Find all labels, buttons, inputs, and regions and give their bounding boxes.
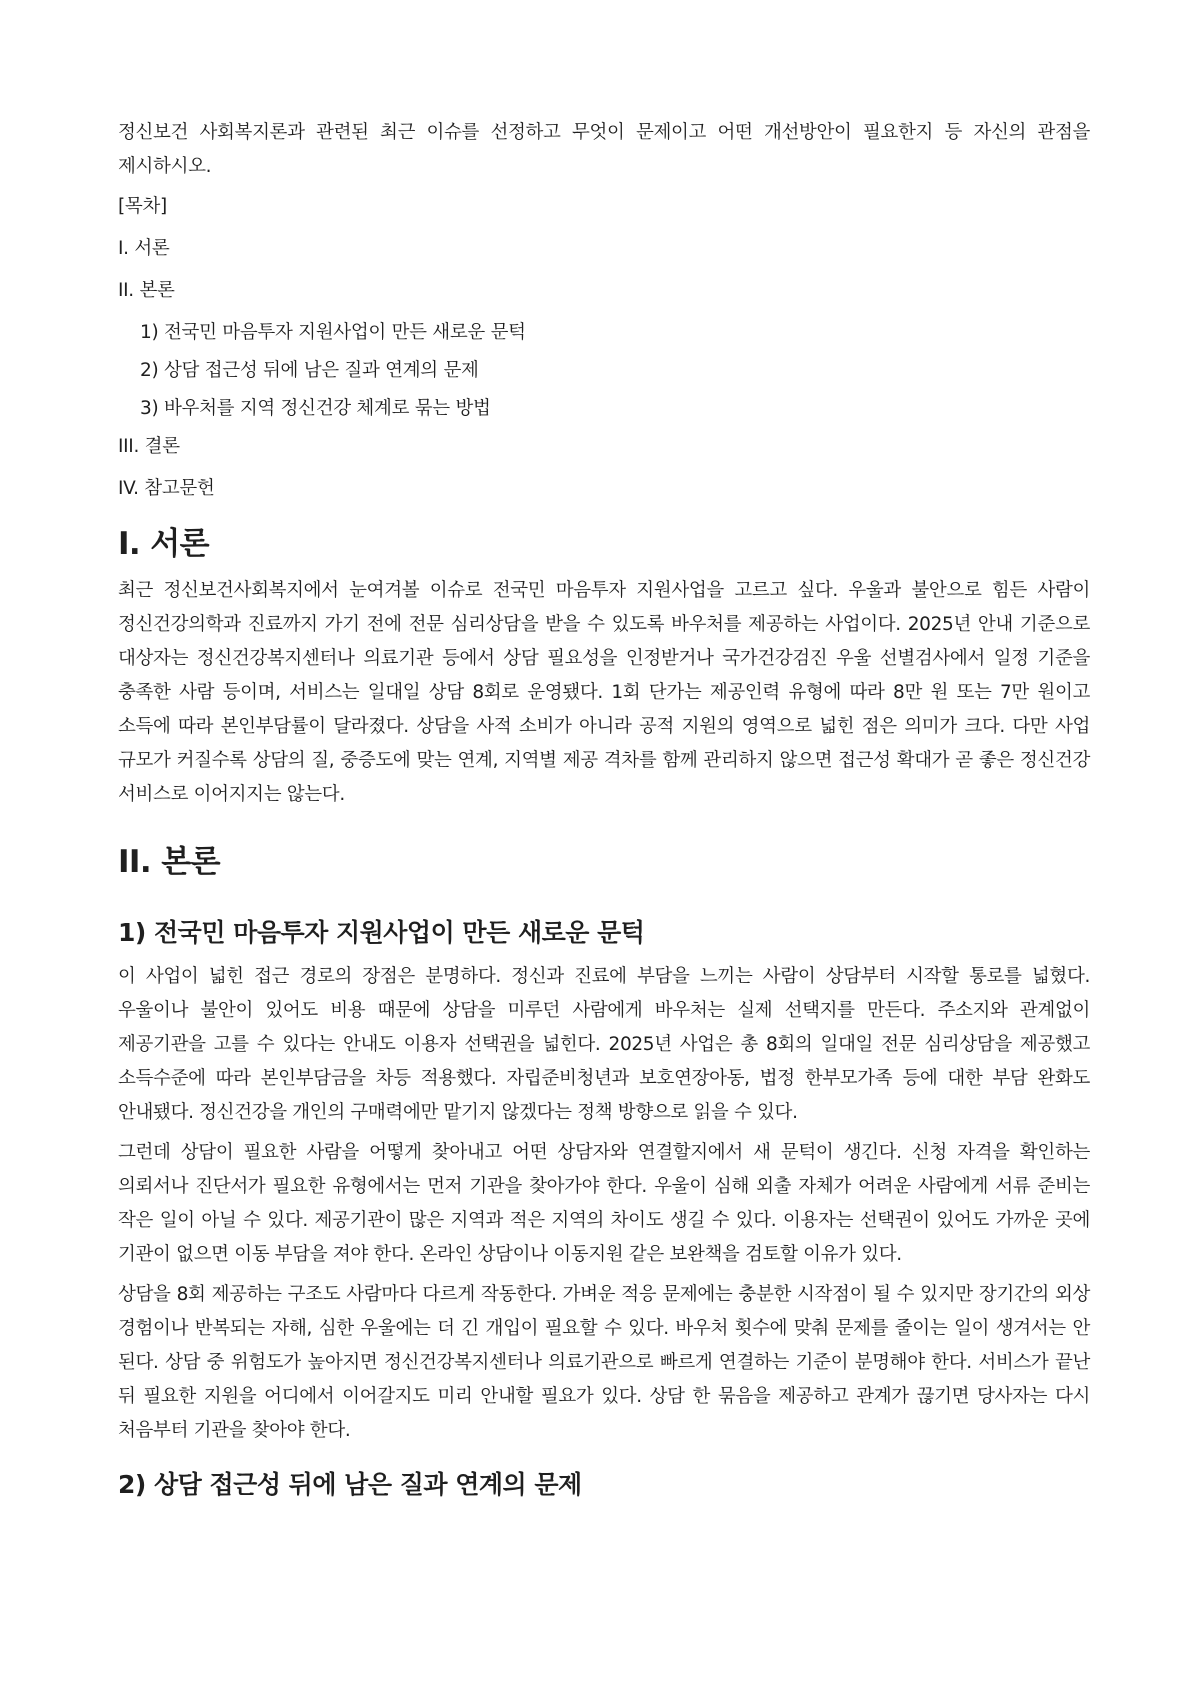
toc-subitem-1: 1) 전국민 마음투자 지원사업이 만든 새로운 문턱 <box>140 322 526 343</box>
body-paragraph: 상담을 8회 제공하는 구조도 사람마다 다르게 작동한다. 가벼운 적응 문제에는 충분한 시작점이 될 수 있지만 장기간의 외상 경험이나 반복되는 자해, 심한 우울에는 더 긴 개입이 필요할 수 있다. 바우처 횟수에 맞춰 문제를 줄이는 일이 생겨서는 안 된다. 상담 중 위험도가 높아지면 정신건강복지센터나 의료기관으로 빠르게 연결하는 기준이 분명해야 한다. 서비스가 끝난 뒤 필요한 지원을 어디에서 이어갈지도 미리 안내할 필요가 있다. 상담 한 묶음을 제공하고 관계가 끊기면 당사자는 다시 처음부터 기관을 찾아야 한다. <box>118 1284 1090 1441</box>
body-paragraph: 이 사업이 넓힌 접근 경로의 장점은 분명하다. 정신과 진료에 부담을 느끼는 사람이 상담부터 시작할 통로를 넓혔다. 우울이나 불안이 있어도 비용 때문에 상담을 미루던 사람에게 바우처는 실제 선택지를 만든다. 주소지와 관계없이 제공기관을 고를 수 있다는 안내도 이용자 선택권을 넓힌다. 2025년 사업은 총 8회의 일대일 전문 심리상담을 제공했고 소득수준에 따라 본인부담금을 차등 적용했다. 자립준비청년과 보호연장아동, 법정 한부모가족 등에 대한 부담 완화도 안내됐다. 정신건강을 개인의 구매력에만 맡기지 않겠다는 정책 방향으로 읽을 수 있다. <box>118 966 1090 1123</box>
toc-title: [목차] <box>118 196 167 217</box>
section-heading-body: II. 본론 <box>118 844 220 880</box>
section-heading-intro: I. 서론 <box>118 526 209 562</box>
toc-item-conclusion: III. 결론 <box>118 436 180 457</box>
toc-subitem-2: 2) 상담 접근성 뒤에 남은 질과 연계의 문제 <box>140 360 479 381</box>
subsection-heading-2: 2) 상담 접근성 뒤에 남은 질과 연계의 문제 <box>118 1470 582 1499</box>
toc-subitem-3: 3) 바우처를 지역 정신건강 체계로 묶는 방법 <box>140 398 491 419</box>
toc-item-intro: I. 서론 <box>118 238 170 259</box>
assignment-prompt: 정신보건 사회복지론과 관련된 최근 이슈를 선정하고 무엇이 문제이고 어떤 개선방안이 필요한지 등 자신의 관점을 제시하시오. <box>118 122 1090 177</box>
body-paragraph: 그런데 상담이 필요한 사람을 어떻게 찾아내고 어떤 상담자와 연결할지에서 새 문턱이 생긴다. 신청 자격을 확인하는 의뢰서나 진단서가 필요한 유형에서는 먼저 기관을 찾아가야 한다. 우울이 심해 외출 자체가 어려운 사람에게 서류 준비는 작은 일이 아닐 수 있다. 제공기관이 많은 지역과 적은 지역의 차이도 생길 수 있다. 이용자는 선택권이 있어도 가까운 곳에 기관이 없으면 이동 부담을 져야 한다. 온라인 상담이나 이동지원 같은 보완책을 검토할 이유가 있다. <box>118 1142 1090 1265</box>
subsection-heading-1: 1) 전국민 마음투자 지원사업이 만든 새로운 문턱 <box>118 918 645 947</box>
document-page <box>118 116 1090 1502</box>
toc-item-references: IV. 참고문헌 <box>118 478 215 499</box>
intro-paragraph: 최근 정신보건사회복지에서 눈여겨볼 이슈로 전국민 마음투자 지원사업을 고르고 싶다. 우울과 불안으로 힘든 사람이 정신건강의학과 진료까지 가기 전에 전문 심리상담을 받을 수 있도록 바우처를 제공하는 사업이다. 2025년 안내 기준으로 대상자는 정신건강복지센터나 의료기관 등에서 상담 필요성을 인정받거나 국가건강검진 우울 선별검사에서 일정 기준을 충족한 사람 등이며, 서비스는 일대일 상담 8회로 운영됐다. 1회 단가는 제공인력 유형에 따라 8만 원 또는 7만 원이고 소득에 따라 본인부담률이 달라졌다. 상담을 사적 소비가 아니라 공적 지원의 영역으로 넓힌 점은 의미가 크다. 다만 사업 규모가 커질수록 상담의 질, 중증도에 맞는 연계, 지역별 제공 격차를 함께 관리하지 않으면 접근성 확대가 곧 좋은 정신건강 서비스로 이어지지는 않는다. <box>118 580 1090 805</box>
table-of-contents <box>118 190 1090 506</box>
toc-item-body: II. 본론 <box>118 280 175 301</box>
